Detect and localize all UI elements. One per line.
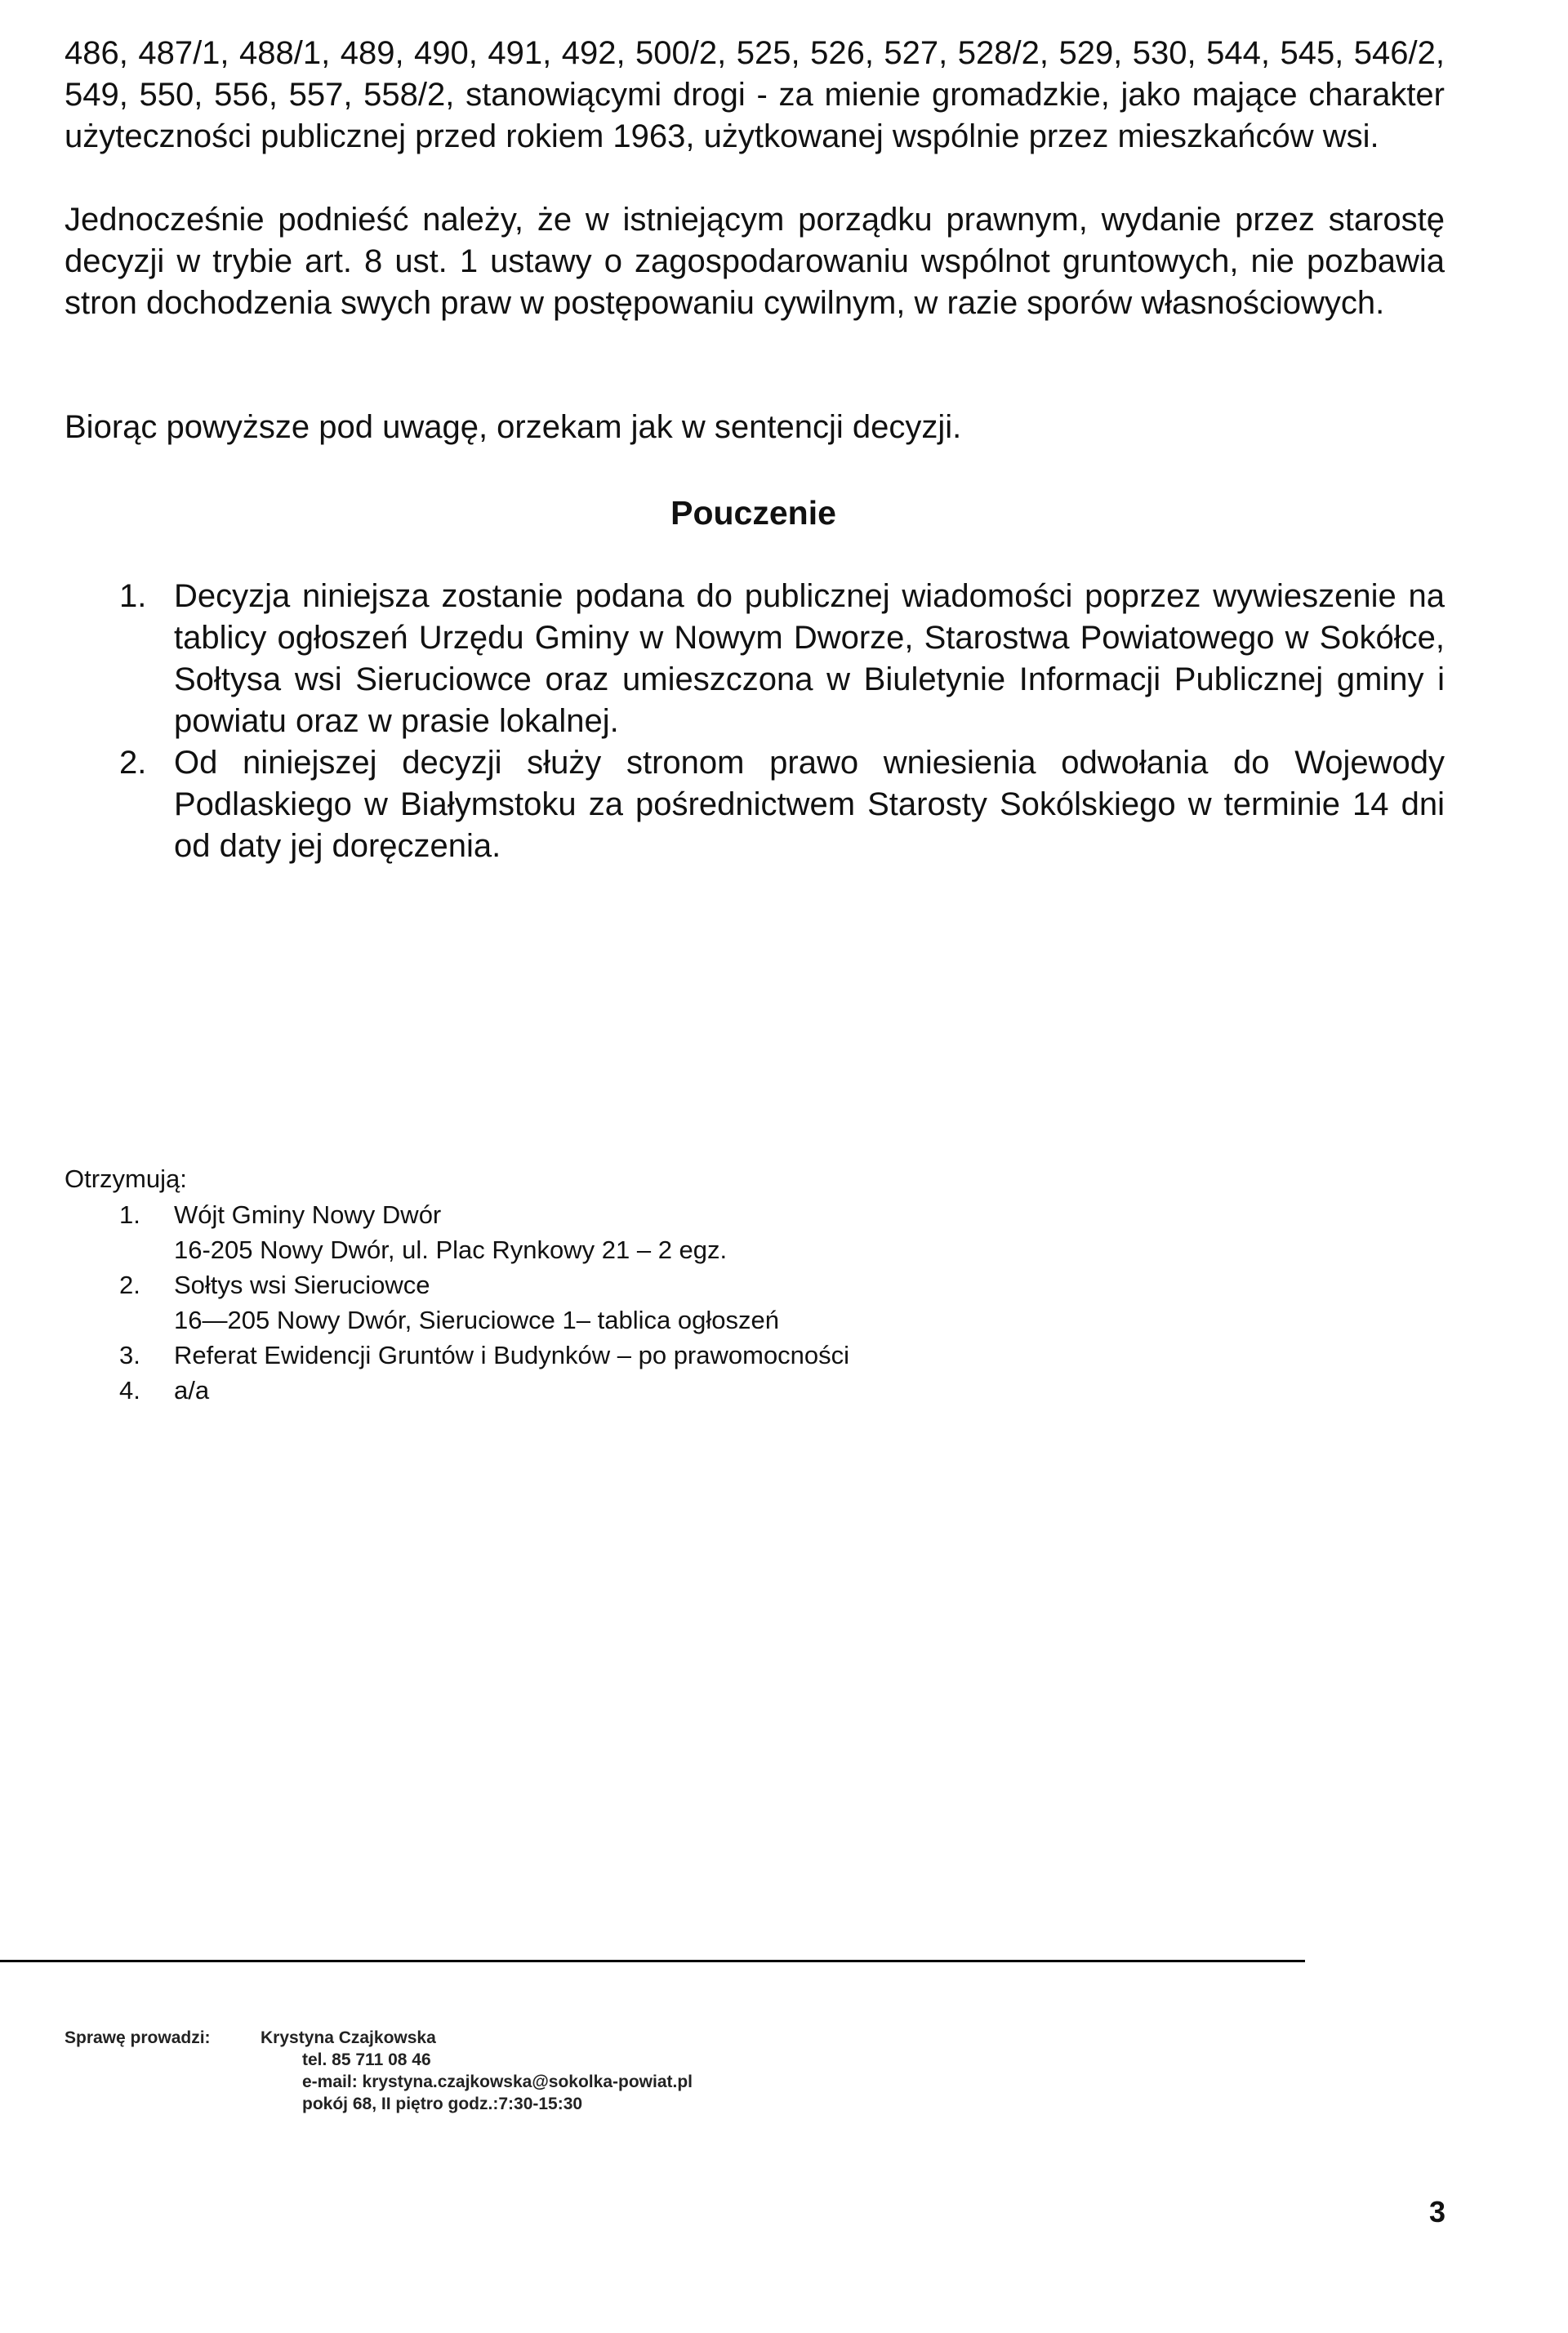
instruction-text: Decyzja niniejsza zostanie podana do publicznej wiadomości poprzez wywieszenie na tablicy ogłoszeń Urzędu Gminy w Nowym Dworze, Starostwa Powiatowego w Sokółce, Sołtysa wsi Sieruciowce oraz umieszczona w Biuletynie Informacji Publicznej gminy i powiatu oraz w prasie lokalnej. — [174, 578, 1445, 739]
instruction-text: Od niniejszej decyzji służy stronom prawo wniesienia odwołania do Wojewody Podlaskiego w Białymstoku za pośrednictwem Starosty Sokólskiego w terminie 14 dni od daty jej doręczenia. — [174, 745, 1445, 864]
recipients-title: Otrzymują: — [65, 1164, 187, 1193]
recipient-item — [65, 1197, 1290, 1267]
contact-details — [261, 2027, 693, 2115]
page-number: 3 — [1428, 2195, 1446, 2228]
recipient-item — [65, 1373, 1290, 1408]
instructions-heading: Pouczenie — [670, 494, 836, 532]
recipient-name: a/a — [174, 1376, 210, 1405]
recipients-list — [65, 1197, 1290, 1408]
recipient-number: 2. — [119, 1271, 140, 1299]
recipient-name: Wójt Gminy Nowy Dwór — [174, 1200, 442, 1229]
recipient-item — [65, 1338, 1290, 1373]
contact-name: Krystyna Czajkowska — [261, 2028, 436, 2047]
recipient-name: Sołtys wsi Sieruciowce — [174, 1271, 430, 1299]
recipient-number: 4. — [119, 1376, 140, 1405]
recipient-number: 1. — [119, 1200, 140, 1229]
contact-phone: tel. 85 711 08 46 — [302, 2050, 431, 2069]
contact-label: Sprawę prowadzi: — [65, 2028, 211, 2047]
contact-email: e-mail: krystyna.czajkowska@sokolka-powiat.pl — [302, 2073, 693, 2091]
recipient-address: 16—205 Nowy Dwór, Sieruciowce 1– tablica ogłoszeń — [174, 1306, 779, 1334]
recipient-address: 16-205 Nowy Dwór, ul. Plac Rynkowy 21 – 2 egz. — [174, 1236, 728, 1264]
instruction-number: 2. — [119, 745, 147, 781]
justification-paragraph-1: 486, 487/1, 488/1, 489, 490, 491, 492, 500/2, 525, 526, 527, 528/2, 529, 530, 544, 545, 546/2, 549, 550, 556, 557, 558/2, stanowiącymi drogi - za mienie gromadzkie, jako mające charakter użyteczności publicznej przed rokiem 1963, użytkowanej wspólnie przez mieszkańców wsi. — [65, 35, 1445, 154]
recipient-number: 3. — [119, 1341, 140, 1369]
footer-divider — [0, 1960, 1305, 1962]
instruction-item — [65, 576, 1445, 742]
conclusion-paragraph: Biorąc powyższe pod uwagę, orzekam jak w sentencji decyzji. — [65, 409, 962, 445]
recipient-name: Referat Ewidencji Gruntów i Budynków – po prawomocności — [174, 1341, 850, 1369]
instructions-list — [65, 576, 1445, 867]
contact-room: pokój 68, II piętro godz.:7:30-15:30 — [302, 2095, 583, 2113]
instruction-item — [65, 742, 1445, 867]
justification-paragraph-2: Jednocześnie podnieść należy, że w istniejącym porządku prawnym, wydanie przez starostę decyzji w trybie art. 8 ust. 1 ustawy o zagospodarowaniu wspólnot gruntowych, nie pozbawia stron dochodzenia swych praw w postępowaniu cywilnym, w razie sporów własnościowych. — [65, 202, 1445, 321]
recipient-item — [65, 1267, 1290, 1338]
instruction-number: 1. — [119, 578, 147, 614]
